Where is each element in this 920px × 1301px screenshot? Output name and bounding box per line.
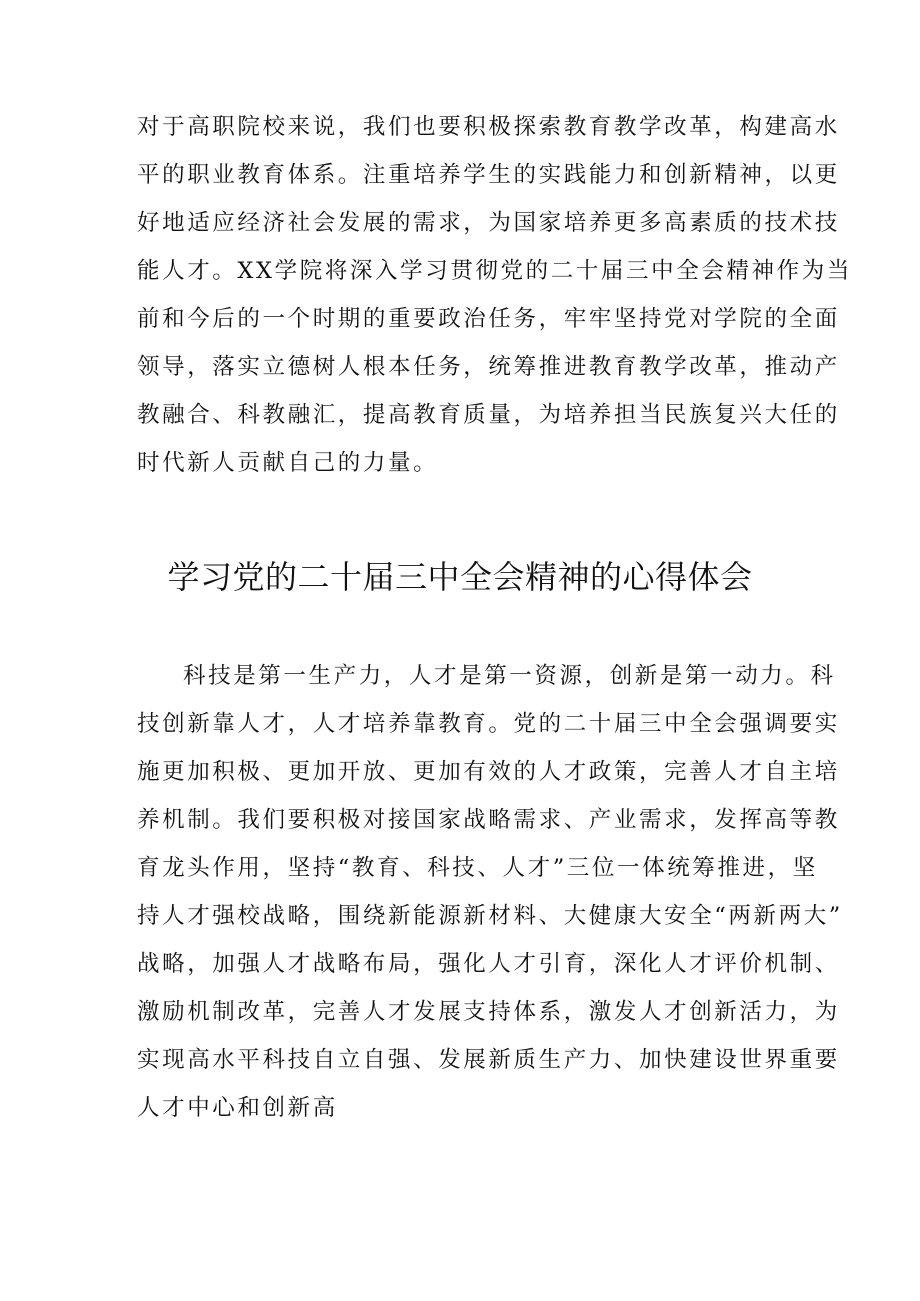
page-title: 学习党的二十届三中全会精神的心得体会 [167, 558, 753, 596]
text-line: 教融合、科教融汇，提高教育质量，为培养担当民族复兴大任的 [137, 402, 840, 428]
text-line: 激励机制改革，完善人才发展支持体系，激发人才创新活力，为 [137, 999, 840, 1025]
text-line: 战略，加强人才战略布局，强化人才引育，深化人才评价机制、 [137, 951, 840, 977]
text-line: 育龙头作用，坚持“教育、科技、人才”三位一体统筹推进，坚 [137, 855, 818, 881]
text-line: 施更加积极、更加开放、更加有效的人才政策，完善人才自主培 [137, 759, 840, 785]
text-line: 前和今后的一个时期的重要政治任务，牢牢坚持党对学院的全面 [137, 306, 840, 332]
text-line: 技创新靠人才，人才培养靠教育。党的二十届三中全会强调要实 [137, 711, 840, 737]
text-line: 持人才强校战略，围绕新能源新材料、大健康大安全“两新两大” [137, 903, 843, 929]
text-line: 平的职业教育体系。注重培养学生的实践能力和创新精神，以更 [137, 162, 840, 188]
text-line: 领导，落实立德树人根本任务，统筹推进教育教学改革，推动产 [137, 354, 840, 380]
text-line: 对于高职院校来说，我们也要积极探索教育教学改革，构建高水 [137, 114, 840, 140]
text-line: 养机制。我们要积极对接国家战略需求、产业需求，发挥高等教 [137, 807, 840, 833]
text-line: 好地适应经济社会发展的需求，为国家培养更多高素质的技术技 [137, 210, 840, 236]
paragraph-body [137, 652, 843, 1132]
text-line: 科技是第一生产力，人才是第一资源，创新是第一动力。科 [183, 663, 836, 689]
text-line: 实现高水平科技自立自强、发展新质生产力、加快建设世界重要 [137, 1047, 840, 1073]
text-line: 时代新人贡献自己的力量。 [137, 450, 439, 476]
paragraph-intro [137, 103, 852, 487]
text-line: 人才中心和创新高 [137, 1095, 338, 1121]
text-line: 能人才。XX学院将深入学习贯彻党的二十届三中全会精神作为当 [137, 258, 852, 284]
